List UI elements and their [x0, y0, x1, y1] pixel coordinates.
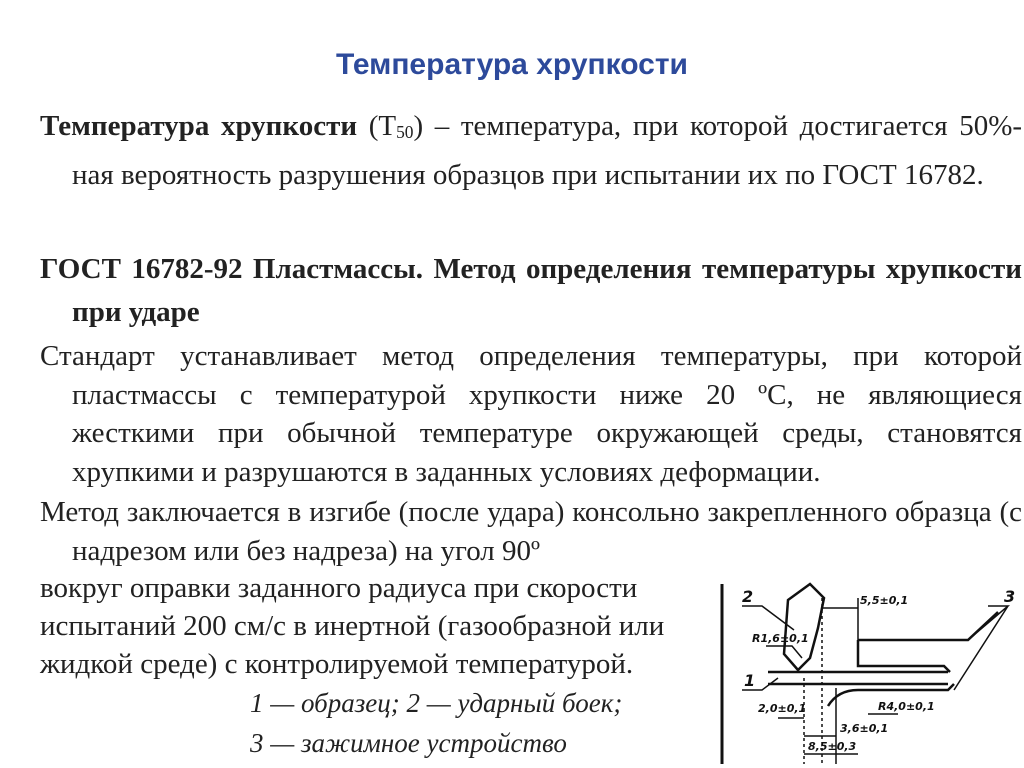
standard-heading: ГОСТ 16782-92 Пластмассы. Метод определения температуры хрупкости при ударе	[40, 253, 1022, 328]
standard-description: Стандарт устанавливает метод определения температуры, при которой пластмассы с температурой хрупкости ниже 20 ºС, не являющиеся жесткими при обычной температуре окружающей среды, становятся хрупкими и разрушаются в заданных условиях деформации.	[40, 340, 1022, 488]
term-open: (Т	[357, 110, 397, 142]
label-r-1-6: R1,6±0,1	[752, 632, 809, 645]
method-line-1: вокруг оправки заданного радиуса при скорости	[40, 572, 638, 604]
term: Температура хрупкости	[40, 110, 358, 142]
label-1: 1	[744, 671, 756, 690]
label-2: 2	[742, 587, 754, 606]
label-3: 3	[1004, 587, 1016, 606]
label-dim-3-6: 3,6±0,1	[840, 722, 889, 735]
label-dim-2-0: 2,0±0,1	[758, 702, 807, 715]
label-r-4-0: R4,0±0,1	[878, 700, 935, 713]
page-title: Температура хрупкости	[336, 48, 688, 81]
method-paragraph: Метод заключается в изгибе (после удара) консольно закрепленного образца (с надрезом или без надреза) на угол 90º	[40, 496, 1022, 567]
definition-paragraph	[40, 105, 1022, 197]
legend-line-2: 3 — зажимное устройство	[250, 728, 567, 758]
method-line-2: испытаний 200 см/с в инертной (газообразной или	[40, 610, 665, 642]
leader-3	[954, 606, 1008, 690]
method-line-3: жидкой среде) с контролируемой температурой.	[40, 648, 634, 680]
label-dim-5-5: 5,5±0,1	[860, 594, 909, 607]
definition-text: ) – температура, при которой достигается 50%-ная вероятность разрушения образцов при испытании их по ГОСТ 16782.	[72, 110, 1023, 191]
term-subscript: 50	[396, 122, 414, 142]
clamp-upper	[858, 612, 998, 672]
test-apparatus-drawing	[718, 578, 1018, 764]
label-dim-8-5: 8,5±0,3	[808, 740, 857, 753]
legend-line-1: 1 — образец; 2 — ударный боек;	[250, 688, 623, 718]
